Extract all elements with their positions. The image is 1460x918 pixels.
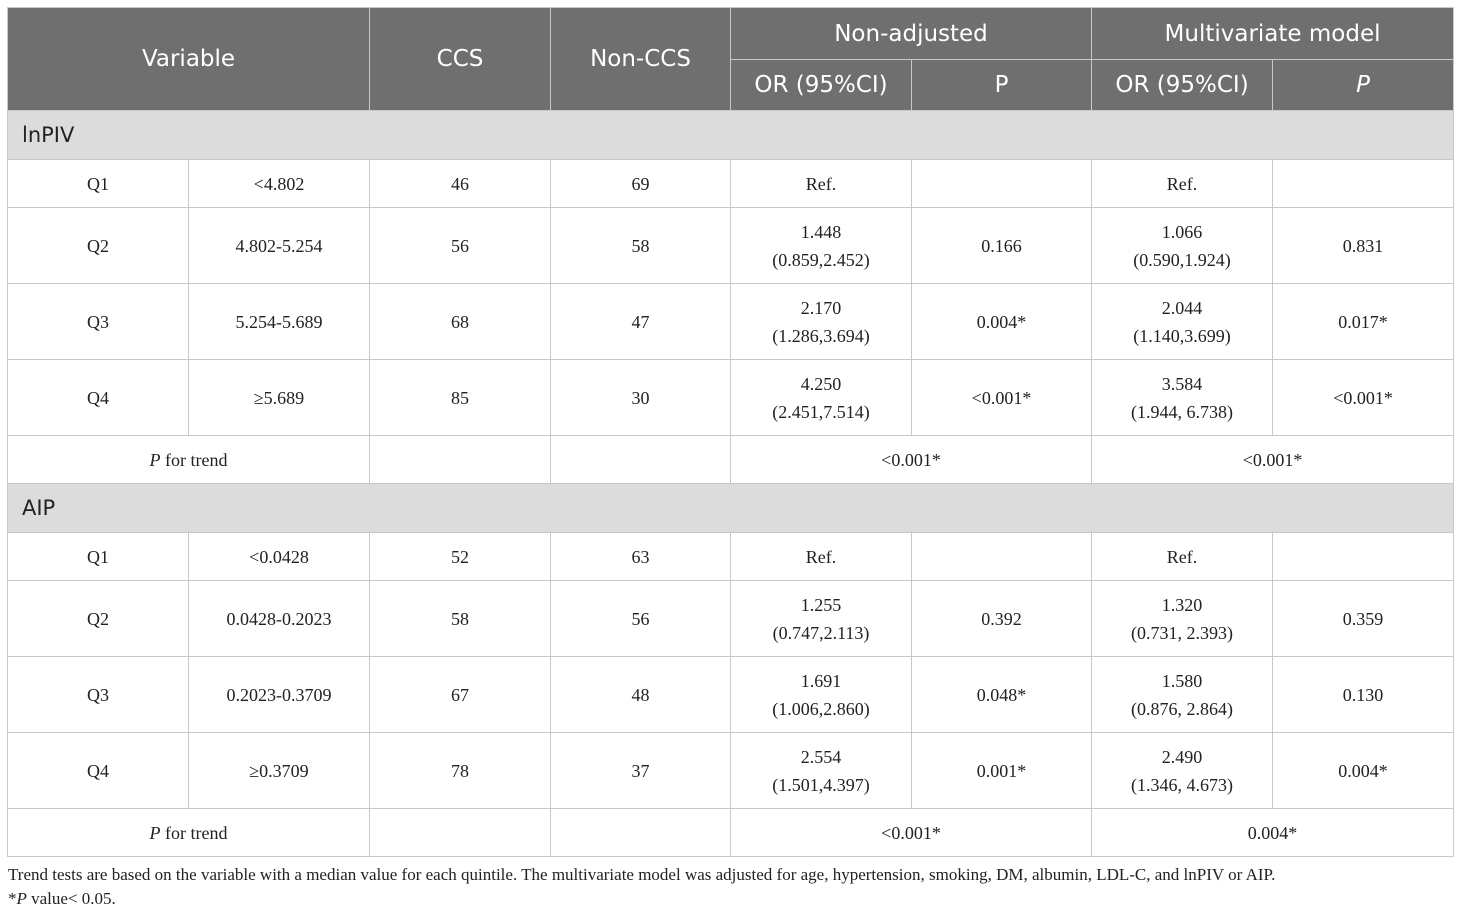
header-mv-or-ci: OR (95%CI): [1092, 60, 1273, 111]
non-ccs-cell: 30: [551, 360, 731, 436]
na-p-cell: 0.048*: [912, 657, 1092, 733]
mv-ci-value: (1.944, 6.738): [1131, 401, 1234, 422]
section-row: [8, 111, 1454, 160]
footnote-line1: Trend tests are based on the variable with a median value for each quintile. The multivariate model was adjusted for age, hypertension, smoking, DM, albumin, LDL-C, and lnPIV or AIP.: [8, 865, 1276, 884]
na-or-cell: [731, 581, 912, 657]
table-row: [8, 284, 1454, 360]
na-or-cell: [731, 284, 912, 360]
non-ccs-cell: 63: [551, 533, 731, 581]
table-row: [8, 657, 1454, 733]
header-non-ccs: Non-CCS: [551, 8, 731, 111]
na-ci-value: (0.859,2.452): [772, 249, 870, 270]
empty-cell: [551, 809, 731, 857]
mv-or-cell: [1092, 581, 1273, 657]
section-title: AIP: [8, 484, 1454, 533]
na-or-cell: [731, 360, 912, 436]
header-non-adjusted: Non-adjusted: [731, 8, 1092, 60]
mv-or-cell: [1092, 284, 1273, 360]
na-or-value: 1.448: [800, 221, 842, 242]
quartile-cell: Q4: [8, 360, 189, 436]
mv-or-value: 3.584: [1161, 373, 1203, 394]
table-row: [8, 360, 1454, 436]
ccs-cell: 67: [370, 657, 551, 733]
table-row: [8, 733, 1454, 809]
mv-or-value: Ref.: [1166, 546, 1198, 567]
mv-ci-value: (0.590,1.924): [1133, 249, 1231, 270]
mv-or-cell: [1092, 533, 1273, 581]
mv-p-cell: 0.359: [1273, 581, 1454, 657]
ccs-cell: 85: [370, 360, 551, 436]
na-p-cell: 0.004*: [912, 284, 1092, 360]
table-body: [8, 111, 1454, 857]
trend-p-label: P: [149, 822, 161, 843]
non-ccs-cell: 37: [551, 733, 731, 809]
table-row: [8, 533, 1454, 581]
na-or-value: 1.255: [800, 594, 842, 615]
mv-ci-value: (0.876, 2.864): [1131, 698, 1234, 719]
na-or-value: Ref.: [805, 546, 837, 567]
trend-label-rest: for trend: [160, 822, 228, 843]
header-multivariate: Multivariate model: [1092, 8, 1454, 60]
non-ccs-cell: 69: [551, 160, 731, 208]
trend-mv-p: 0.004*: [1092, 809, 1454, 857]
ccs-cell: 52: [370, 533, 551, 581]
trend-label: [8, 809, 370, 857]
trend-p-label: P: [149, 449, 161, 470]
quartile-cell: Q2: [8, 581, 189, 657]
non-ccs-cell: 47: [551, 284, 731, 360]
footnote: [7, 863, 1453, 911]
na-or-cell: [731, 533, 912, 581]
section-title: lnPIV: [8, 111, 1454, 160]
header-na-p: P: [912, 60, 1092, 111]
header-variable: Variable: [8, 8, 370, 111]
quartile-cell: Q1: [8, 160, 189, 208]
ccs-cell: 78: [370, 733, 551, 809]
na-or-cell: [731, 657, 912, 733]
table-row: [8, 160, 1454, 208]
range-cell: 5.254-5.689: [189, 284, 370, 360]
footnote-line2-rest: value< 0.05.: [26, 889, 116, 908]
header-mv-p: P: [1273, 60, 1454, 111]
quartile-cell: Q4: [8, 733, 189, 809]
quartile-cell: Q2: [8, 208, 189, 284]
range-cell: 4.802-5.254: [189, 208, 370, 284]
non-ccs-cell: 58: [551, 208, 731, 284]
na-p-cell: [912, 533, 1092, 581]
ccs-cell: 46: [370, 160, 551, 208]
quartile-cell: Q1: [8, 533, 189, 581]
ccs-cell: 58: [370, 581, 551, 657]
non-ccs-cell: 48: [551, 657, 731, 733]
mv-or-value: 1.320: [1161, 594, 1203, 615]
mv-or-value: Ref.: [1166, 173, 1198, 194]
na-ci-value: (1.006,2.860): [772, 698, 870, 719]
mv-or-cell: [1092, 160, 1273, 208]
na-or-value: 4.250: [800, 373, 842, 394]
table-container: [7, 7, 1453, 911]
na-or-value: 2.554: [800, 746, 842, 767]
na-ci-value: (1.501,4.397): [772, 774, 870, 795]
na-or-cell: [731, 208, 912, 284]
trend-na-p: <0.001*: [731, 809, 1092, 857]
na-p-cell: <0.001*: [912, 360, 1092, 436]
empty-cell: [370, 436, 551, 484]
range-cell: ≥5.689: [189, 360, 370, 436]
na-or-value: 2.170: [800, 297, 842, 318]
mv-p-cell: 0.004*: [1273, 733, 1454, 809]
footnote-p-label: P: [16, 889, 27, 908]
empty-cell: [370, 809, 551, 857]
mv-ci-value: (1.346, 4.673): [1131, 774, 1234, 795]
trend-row: [8, 809, 1454, 857]
mv-ci-value: (0.731, 2.393): [1131, 622, 1234, 643]
na-p-cell: [912, 160, 1092, 208]
trend-label-rest: for trend: [160, 449, 228, 470]
mv-p-cell: <0.001*: [1273, 360, 1454, 436]
range-cell: 0.0428-0.2023: [189, 581, 370, 657]
ccs-cell: 68: [370, 284, 551, 360]
quartile-cell: Q3: [8, 284, 189, 360]
mv-or-cell: [1092, 657, 1273, 733]
na-p-cell: 0.166: [912, 208, 1092, 284]
trend-label: [8, 436, 370, 484]
trend-row: [8, 436, 1454, 484]
footnote-line2: [8, 887, 1453, 911]
table-row: [8, 208, 1454, 284]
mv-or-cell: [1092, 208, 1273, 284]
header-na-or-ci: OR (95%CI): [731, 60, 912, 111]
mv-p-cell: 0.831: [1273, 208, 1454, 284]
mv-p-cell: [1273, 533, 1454, 581]
trend-mv-p: <0.001*: [1092, 436, 1454, 484]
mv-p-cell: [1273, 160, 1454, 208]
range-cell: ≥0.3709: [189, 733, 370, 809]
quartile-cell: Q3: [8, 657, 189, 733]
range-cell: <4.802: [189, 160, 370, 208]
na-or-cell: [731, 160, 912, 208]
na-p-cell: 0.392: [912, 581, 1092, 657]
empty-cell: [551, 436, 731, 484]
ccs-cell: 56: [370, 208, 551, 284]
na-or-cell: [731, 733, 912, 809]
mv-or-value: 1.580: [1161, 670, 1203, 691]
mv-p-cell: 0.130: [1273, 657, 1454, 733]
na-or-value: Ref.: [805, 173, 837, 194]
trend-na-p: <0.001*: [731, 436, 1092, 484]
section-row: [8, 484, 1454, 533]
table-row: [8, 581, 1454, 657]
mv-or-value: 1.066: [1161, 221, 1203, 242]
non-ccs-cell: 56: [551, 581, 731, 657]
mv-or-cell: [1092, 360, 1273, 436]
footnote-star: *: [8, 889, 17, 908]
mv-or-cell: [1092, 733, 1273, 809]
results-table: [7, 7, 1454, 857]
range-cell: <0.0428: [189, 533, 370, 581]
mv-ci-value: (1.140,3.699): [1133, 325, 1231, 346]
range-cell: 0.2023-0.3709: [189, 657, 370, 733]
na-ci-value: (2.451,7.514): [772, 401, 870, 422]
na-or-value: 1.691: [800, 670, 842, 691]
na-ci-value: (1.286,3.694): [772, 325, 870, 346]
header-ccs: CCS: [370, 8, 551, 111]
na-p-cell: 0.001*: [912, 733, 1092, 809]
na-ci-value: (0.747,2.113): [772, 622, 870, 643]
mv-or-value: 2.044: [1161, 297, 1203, 318]
table-header: [8, 8, 1454, 111]
mv-p-cell: 0.017*: [1273, 284, 1454, 360]
mv-or-value: 2.490: [1161, 746, 1203, 767]
